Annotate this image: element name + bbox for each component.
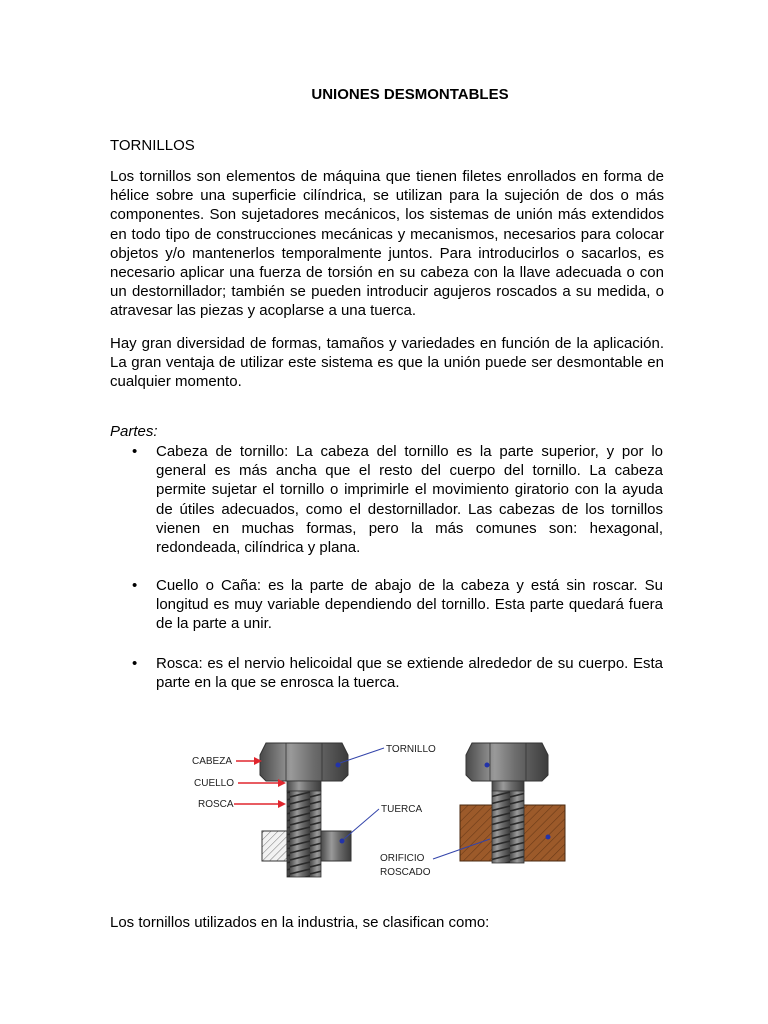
label-tuerca: TUERCA — [381, 804, 423, 815]
section-heading: TORNILLOS — [110, 137, 195, 154]
label-tornillo: TORNILLO — [386, 744, 436, 755]
document-title: UNIONES DESMONTABLES — [311, 86, 509, 103]
label-rosca: ROSCA — [198, 799, 234, 810]
label-cuello: CUELLO — [194, 778, 235, 789]
label-orificio: ORIFICIO — [380, 853, 425, 864]
bullet-icon: • — [132, 655, 138, 672]
paragraph-intro: Los tornillos son elementos de máquina que tienen filetes enrollados en forma de hélice sobre una superficie cilíndrica, se utilizan para la sujeción de dos o más componentes. Son sujetadores mecánicos, los sistemas de unión más extendidos en todo tipo de construcciones mecánicas y mecanismos, necesarios para colocar objetos y/o mantenerlos temporalmente juntos. Para introducirlos o sacarlos, es necesario aplicar una fuerza de torsión en su cabeza con la llave adecuada o con un destornillador; también se pueden introducir agujeros roscados a su medida, o atravesar las piezas y acoplarse a una tuerca. — [110, 168, 664, 320]
label-roscado: ROSCADO — [380, 867, 431, 878]
bolt-diagram — [190, 735, 590, 885]
label-cabeza: CABEZA — [192, 756, 233, 767]
bolt-right — [460, 743, 565, 863]
bolt-diagram-svg — [190, 735, 590, 885]
bullet-icon: • — [132, 577, 138, 594]
bolt-left — [260, 743, 351, 877]
bullet-icon: • — [132, 443, 138, 460]
list-item-text: Rosca: es el nervio helicoidal que se extiende alrededor de su cuerpo. Esta parte en la que se enrosca la tuerca. — [156, 655, 663, 692]
paragraph-advantages: Hay gran diversidad de formas, tamaños y variedades en función de la aplicación. La gran ventaja de utilizar este sistema es que la unión puede ser desmontable en cualquier momento. — [110, 335, 664, 391]
list-item-text: Cabeza de tornillo: La cabeza del tornillo es la parte superior, y por lo general es más ancha que el resto del cuerpo del tornillo. La cabeza permite sujetar el tornillo o imprimirle el movimiento giratorio con la ayuda de útiles adecuados, como el destornillador. Las cabezas de los tornillos vienen en muchas formas, pero la más comunes son: hexagonal, redondeada, cilíndrica y plana. — [156, 443, 663, 557]
list-item-cabeza — [132, 442, 663, 557]
list-item-cuello — [132, 576, 663, 634]
closing-sentence: Los tornillos utilizados en la industria, se clasifican como: — [110, 914, 490, 931]
list-item-rosca — [132, 654, 663, 692]
list-item-text: Cuello o Caña: es la parte de abajo de la cabeza y está sin roscar. Su longitud es muy variable dependiendo del tornillo. Esta parte quedará fuera de la parte a unir. — [156, 577, 663, 633]
parts-label: Partes: — [110, 423, 158, 440]
